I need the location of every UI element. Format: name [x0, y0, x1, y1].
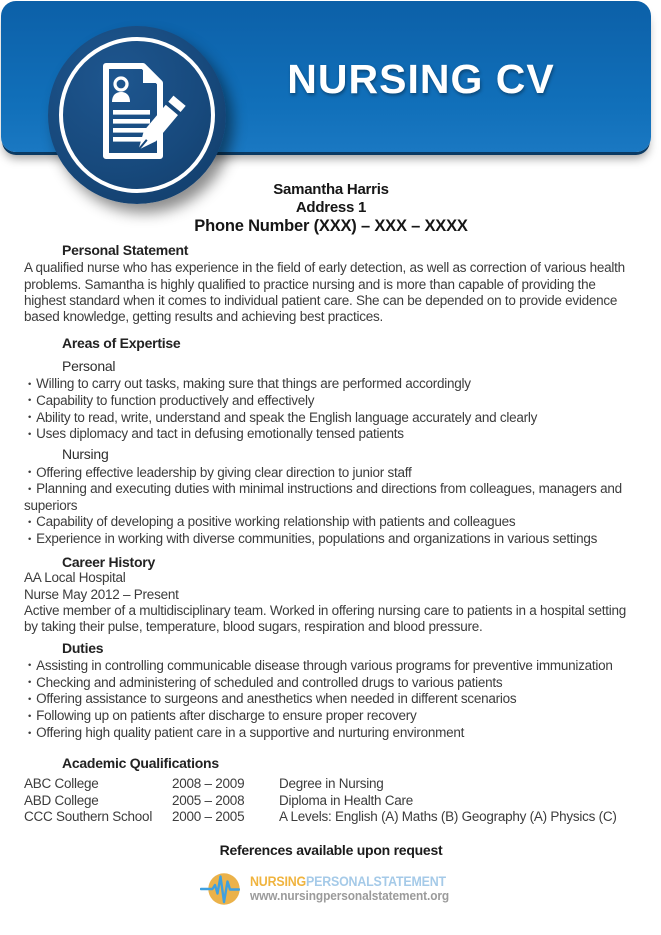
qualification-award: A Levels: English (A) Maths (B) Geography (A) Physics (C): [279, 809, 617, 825]
bullet-icon: •: [28, 727, 32, 739]
bullet-icon: •: [28, 395, 32, 407]
list-item: [24, 514, 638, 531]
list-item-text: Offering assistance to surgeons and anesthetics when needed in different scenarios: [36, 691, 517, 707]
heading-academic-qualifications: Academic Qualifications: [62, 754, 219, 771]
list-item-text: Willing to carry out tasks, making sure that things are performed accordingly: [36, 376, 471, 392]
career-employer: AA Local Hospital: [24, 570, 126, 586]
list-item-text: Offering high quality patient care in a supportive and nurturing environment: [36, 725, 465, 741]
bullet-icon: •: [28, 467, 32, 479]
career-summary: Active member of a multidisciplinary team. Worked in offering nursing care to patients in a hospital setting by taking their pulse, temperature, blood sugars, respiration and blood pressure.: [24, 602, 627, 635]
qualification-school: ABC College: [24, 776, 99, 792]
heading-career-history: Career History: [62, 554, 155, 571]
list-item: [24, 426, 638, 443]
list-item: [24, 725, 638, 742]
list-item: [24, 531, 638, 548]
contact-address: Address 1: [295, 199, 367, 216]
bullet-icon: •: [28, 428, 32, 440]
qualification-years: 2008 – 2009: [172, 776, 245, 792]
page-title: NURSING CV: [287, 56, 555, 102]
qualification-years: 2000 – 2005: [172, 809, 245, 825]
qualification-award: Diploma in Health Care: [279, 792, 414, 808]
bullet-icon: •: [28, 533, 32, 545]
list-item: [24, 675, 638, 692]
heading-duties: Duties: [62, 639, 104, 656]
list-item-text: Experience in working with diverse communities, populations and organizations in various settings: [36, 531, 598, 547]
site-logo: [24, 872, 638, 906]
list-item: [24, 691, 638, 708]
site-url: www.nursingpersonalstatement.org: [249, 889, 449, 904]
cv-document-pen-icon: [88, 58, 188, 166]
list-item: [24, 393, 638, 410]
list-item-text: Checking and administering of scheduled and controlled drugs to various patients: [36, 674, 503, 690]
cv-badge: [48, 26, 226, 204]
list-item: [24, 465, 638, 482]
bullet-icon: •: [28, 693, 32, 705]
list-item-text: Assisting in controlling communicable disease through various programs for preventive immunization: [36, 657, 613, 673]
bullet-icon: •: [28, 378, 32, 390]
personal-statement-text: A qualified nurse who has experience in the field of early detection, as well as correction of various health problems. Samantha is highly qualified to practice nursing and is more than capable of providing the highest standard when it comes to individual patient care. She can be depended on to provide evidence based knowledge, getting results and achieving best practices.: [24, 260, 625, 325]
contact-phone: Phone Number (XXX) – XXX – XXXX: [194, 217, 468, 235]
bullet-icon: •: [28, 516, 32, 528]
list-item-text: Capability of developing a positive working relationship with patients and colleagues: [36, 514, 516, 530]
qualification-school: CCC Southern School: [24, 809, 153, 825]
heartbeat-circle-icon: [200, 872, 240, 906]
bullet-icon: •: [28, 412, 32, 424]
cv-body: [24, 181, 638, 906]
site-logo-text: [250, 874, 463, 903]
list-item: [24, 658, 638, 675]
logo-word-nursing: NURSING: [249, 874, 306, 890]
qualification-award: Degree in Nursing: [279, 776, 384, 792]
list-item-text: Ability to read, write, understand and speak the English language accurately and clearly: [36, 409, 538, 425]
list-item-text: Planning and executing duties with minimal instructions and directions from colleagues, managers and superiors: [24, 481, 622, 514]
list-item: [24, 410, 638, 427]
list-item: [24, 376, 638, 393]
subheading-nursing: Nursing: [62, 446, 109, 463]
heading-areas-of-expertise: Areas of Expertise: [62, 335, 181, 352]
list-item-text: Uses diplomacy and tact in defusing emotionally tensed patients: [36, 426, 404, 442]
logo-word-personal: PERSONAL: [305, 874, 374, 890]
duties-list: [24, 658, 638, 742]
nursing-expertise-list: [24, 465, 638, 548]
personal-expertise-list: [24, 376, 638, 443]
bullet-icon: •: [28, 660, 32, 672]
contact-block: [24, 181, 638, 236]
qualifications-table: [24, 776, 638, 826]
contact-name: Samantha Harris: [273, 181, 389, 198]
list-item-text: Offering effective leadership by giving clear direction to junior staff: [36, 464, 412, 480]
bullet-icon: •: [28, 710, 32, 722]
qualification-school: ABD College: [24, 792, 99, 808]
heading-personal-statement: Personal Statement: [62, 242, 189, 258]
bullet-icon: •: [28, 483, 32, 495]
qualification-years: 2005 – 2008: [172, 792, 245, 808]
subheading-personal: Personal: [62, 357, 116, 374]
bullet-icon: •: [28, 677, 32, 689]
site-logo-wordmark: [250, 874, 446, 889]
references-note: References available upon request: [219, 841, 443, 858]
list-item-text: Following up on patients after discharge to ensure proper recovery: [36, 708, 417, 724]
career-role-dates: Nurse May 2012 – Present: [24, 586, 179, 602]
list-item: [24, 481, 638, 514]
list-item: [24, 708, 638, 725]
logo-word-statement: STATEMENT: [373, 874, 446, 890]
list-item-text: Capability to function productively and effectively: [36, 392, 315, 408]
